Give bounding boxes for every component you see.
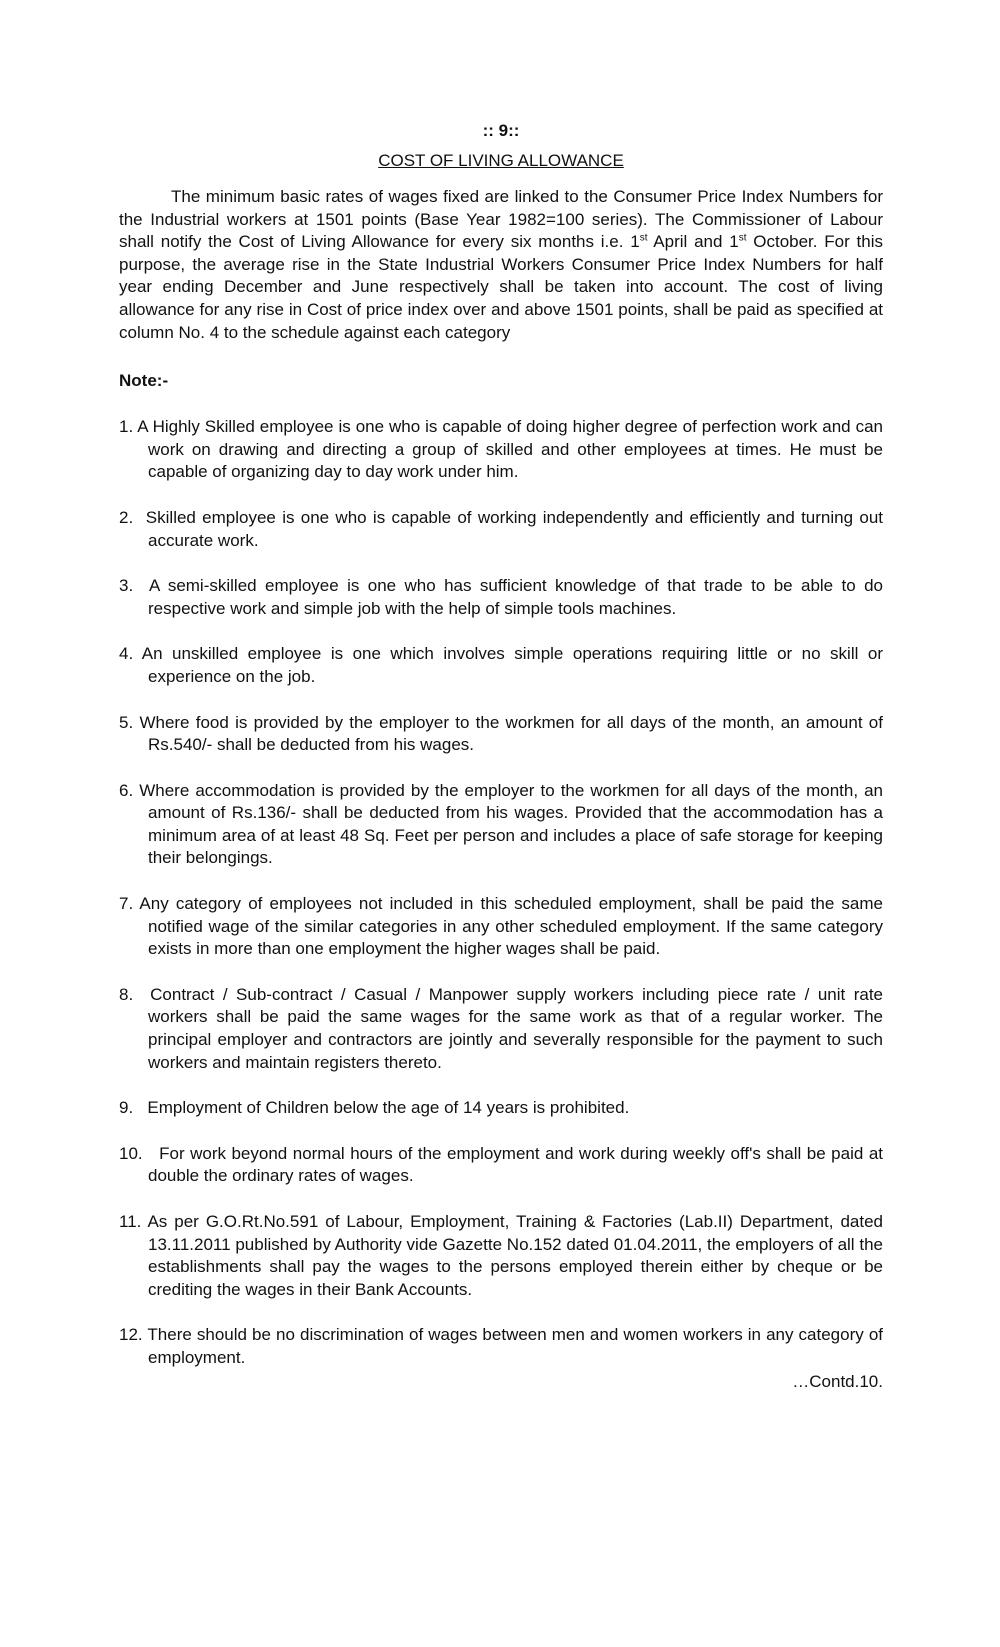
note-item: [119, 712, 883, 757]
intro-text-3: October. For this purpose, the average rise in the State Industrial Workers Consumer Price Index Numbers for half year ending December and June respectively shall be taken into account. The cost of living allowance for any rise in Cost of price index over and above 1501 points, shall be paid as specified at column No. 4 to the schedule against each category: [119, 232, 884, 342]
note-text: Where food is provided by the employer to the workmen for all days of the month, an amount of Rs.540/- shall be deducted from his wages.: [139, 712, 883, 755]
intro-text-1: The minimum basic rates of wages fixed are linked to the Consumer Price Index Numbers for the Industrial workers at 1501 points (Base Year 1982=100 series). The Commissioner of Labour shall notify the Cost of Living Allowance for every six months i.e. 1: [119, 187, 883, 252]
note-number: 3.: [119, 576, 134, 596]
note-number: 1.: [119, 417, 134, 437]
note-text: Employment of Children below the age of 14 years is prohibited.: [147, 1098, 630, 1118]
note-number: 12.: [119, 1325, 143, 1345]
intro-paragraph: [119, 186, 883, 344]
note-number: 6.: [119, 780, 134, 800]
note-item: [119, 507, 883, 552]
note-item: [119, 643, 883, 688]
note-item: [119, 1143, 883, 1188]
note-number: 5.: [119, 712, 134, 732]
note-item: [119, 780, 883, 870]
note-number: 11.: [119, 1212, 142, 1231]
note-text: An unskilled employee is one which involves simple operations requiring little or no skill or experience on the job.: [141, 644, 883, 686]
note-item: [119, 893, 883, 961]
note-item: [119, 984, 883, 1074]
note-text: A semi-skilled employee is one who has sufficient knowledge of that trade to be able to do respective work and simple job with the help of simple tools machines.: [148, 576, 883, 618]
note-number: 2.: [119, 507, 134, 527]
note-text: Any category of employees not included in this scheduled employment, shall be paid the same notified wage of the similar categories in any other scheduled employment. If the same category exists in more than one employment the higher wages shall be paid.: [139, 894, 883, 959]
note-text: A Highly Skilled employee is one who is capable of doing higher degree of perfection work and can work on drawing and directing a group of skilled and other employees at times. He must be capable of organizing day to day work under him.: [137, 417, 883, 482]
note-item: [119, 1324, 883, 1369]
note-text: Where accommodation is provided by the employer to the workmen for all days of the month, an amount of Rs.136/- shall be deducted from his wages. Provided that the accommodation has a minimum area of at least 48 Sq. Feet per person and includes a place of safe storage for keeping their belongings.: [139, 780, 883, 868]
note-text: Contract / Sub-contract / Casual / Manpower supply workers including piece rate / unit rate workers shall be paid the same wages for the same work as that of a regular worker. The principal employer and contractors are jointly and severally responsible for the payment to such workers and maintain registers thereto.: [148, 984, 883, 1072]
intro-sup-1: st: [639, 232, 648, 244]
note-number: 4.: [119, 644, 134, 664]
note-item: [119, 1211, 883, 1301]
note-text: Skilled employee is one who is capable of working independently and efficiently and turning out accurate work.: [145, 507, 883, 550]
note-text: For work beyond normal hours of the employment and work during weekly off's shall be paid at double the ordinary rates of wages.: [148, 1143, 883, 1186]
note-number: 10.: [119, 1143, 143, 1163]
note-heading: Note:-: [119, 371, 169, 391]
note-number: 8.: [119, 984, 134, 1004]
intro-sup-2: st: [738, 232, 747, 244]
note-item: [119, 416, 883, 484]
note-number: 9.: [119, 1098, 134, 1118]
document-page: [119, 112, 883, 1393]
note-number: 7.: [119, 894, 134, 914]
note-item: [119, 575, 883, 620]
page-title: COST OF LIVING ALLOWANCE: [378, 151, 624, 170]
note-text: There should be no discrimination of wages between men and women workers in any category of employment.: [147, 1325, 883, 1367]
intro-text-2: April and 1: [647, 232, 739, 252]
note-text: As per G.O.Rt.No.591 of Labour, Employment, Training & Factories (Lab.II) Department, dated 13.11.2011 published by Authority vide Gazette No.152 dated 01.04.2011, the employers of all the establishments shall pay the wages to the persons employed therein either by cheque or be crediting the wages in their Bank Accounts.: [147, 1212, 883, 1299]
continued-marker: …Contd.10.: [792, 1371, 883, 1391]
page-number: :: 9::: [482, 121, 520, 140]
note-item: [119, 1097, 883, 1120]
